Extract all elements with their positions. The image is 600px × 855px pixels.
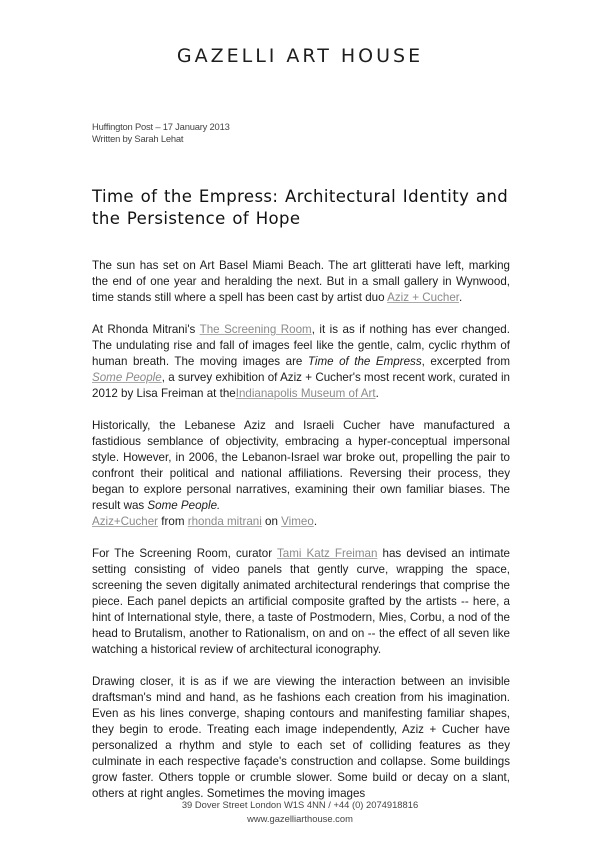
paragraph-text: At Rhonda Mitrani's — [92, 323, 200, 336]
some-people-link[interactable]: Some People — [92, 371, 162, 384]
paragraph-text: The sun has set on Art Basel Miami Beach. The art glitterati have left, marking the end of one year and heralding the next. But in a small gallery in Wynwood, time stands still where a spell has been cast by artist duo — [92, 259, 510, 304]
paragraph-text: , a survey exhibition of Aziz + Cucher's most recent work, curated in 2012 by Lisa Freiman at the — [92, 371, 511, 400]
artists-link[interactable]: Aziz + Cucher — [387, 291, 460, 304]
paragraph-3 — [92, 418, 510, 530]
screening-room-link[interactable]: The Screening Room — [199, 323, 312, 336]
work-title: Some People. — [147, 499, 221, 512]
paragraph-text: , it is as if nothing has ever changed. The undulating rise and fall of images feel like the gentle, calm, cyclic rhythm of human breath. The moving images are — [92, 323, 510, 368]
paragraph-text: . — [459, 291, 463, 304]
curator-link[interactable]: Tami Katz Freiman — [276, 547, 378, 560]
paragraph-5: Drawing closer, it is as if we are viewing the interaction between an invisible draftsman's mind and hand, as he fashions each creation from his imagination. Even as his lines converge, shaping contours and manifesting familiar shapes, they begin to erode. Treating each image independently, Aziz + Cucher have personalized a rhythm and style to each set of colliding features as they culminate in each respective façade's construction and collapse. Some buildings grow faster. Others topple or crumble slower. Some build or decay on a slant, others at right angles. Sometimes the moving images — [92, 675, 510, 800]
paragraph-text: from — [158, 515, 188, 528]
article-title: Time of the Empress: Architectural Identity and the Persistence of Hope — [92, 187, 509, 228]
paragraph-1 — [92, 258, 510, 306]
footer-website: www.gazelliarthouse.com — [247, 813, 353, 824]
museum-link[interactable]: Indianapolis Museum of Art — [235, 387, 376, 400]
paragraph-text: . — [375, 387, 379, 400]
paragraph-text: Historically, the Lebanese Aziz and Israeli Cucher have manufactured a fastidious semblance of objectivity, embracing a hyper-conceptual impersonal style. However, in 2006, the Lebanon-Israel war broke out, propelling the pair to confront their political and national affiliations. Reversing their process, they began to explore personal narratives, examining their own familiar biases. The result was — [92, 419, 510, 512]
video-title-link[interactable]: Aziz+Cucher — [92, 515, 159, 528]
gallery-brand-header: GAZELLI ART HOUSE — [176, 45, 424, 67]
paragraph-text: , excerpted from — [421, 355, 510, 368]
vimeo-link[interactable]: Vimeo — [281, 515, 314, 528]
article-body — [92, 258, 510, 802]
paragraph-text: . — [313, 515, 318, 528]
paragraph-text: has devised an intimate setting consisting of video panels that gently curve, wrapping the space, screening the seven digitally animated architectural renderings that comprise the piece. Each panel depicts an artificial composite grafted by the artists -- here, a hint of International style, there, a taste of Postmodern, Mies, Corbu, a nod of the head to Brutalism, another to Rationalism, on and on -- the effect of all seven like watching a historical review of architectural iconography. — [92, 547, 511, 656]
footer-address: 39 Dover Street London W1S 4NN / +44 (0) 2074918816 — [181, 799, 419, 810]
video-user-link[interactable]: rhonda mitrani — [187, 515, 262, 528]
author-line: Written by Sarah Lehat — [92, 133, 184, 144]
work-title: Time of the Empress — [307, 355, 422, 368]
page-footer — [0, 798, 600, 826]
paragraph-text: on — [261, 515, 282, 528]
paragraph-text: For The Screening Room, curator — [92, 547, 277, 560]
paragraph-4 — [92, 546, 510, 658]
source-date-line: Huffington Post – 17 January 2013 — [92, 121, 230, 132]
paragraph-2 — [92, 322, 510, 402]
article-meta — [92, 121, 230, 145]
